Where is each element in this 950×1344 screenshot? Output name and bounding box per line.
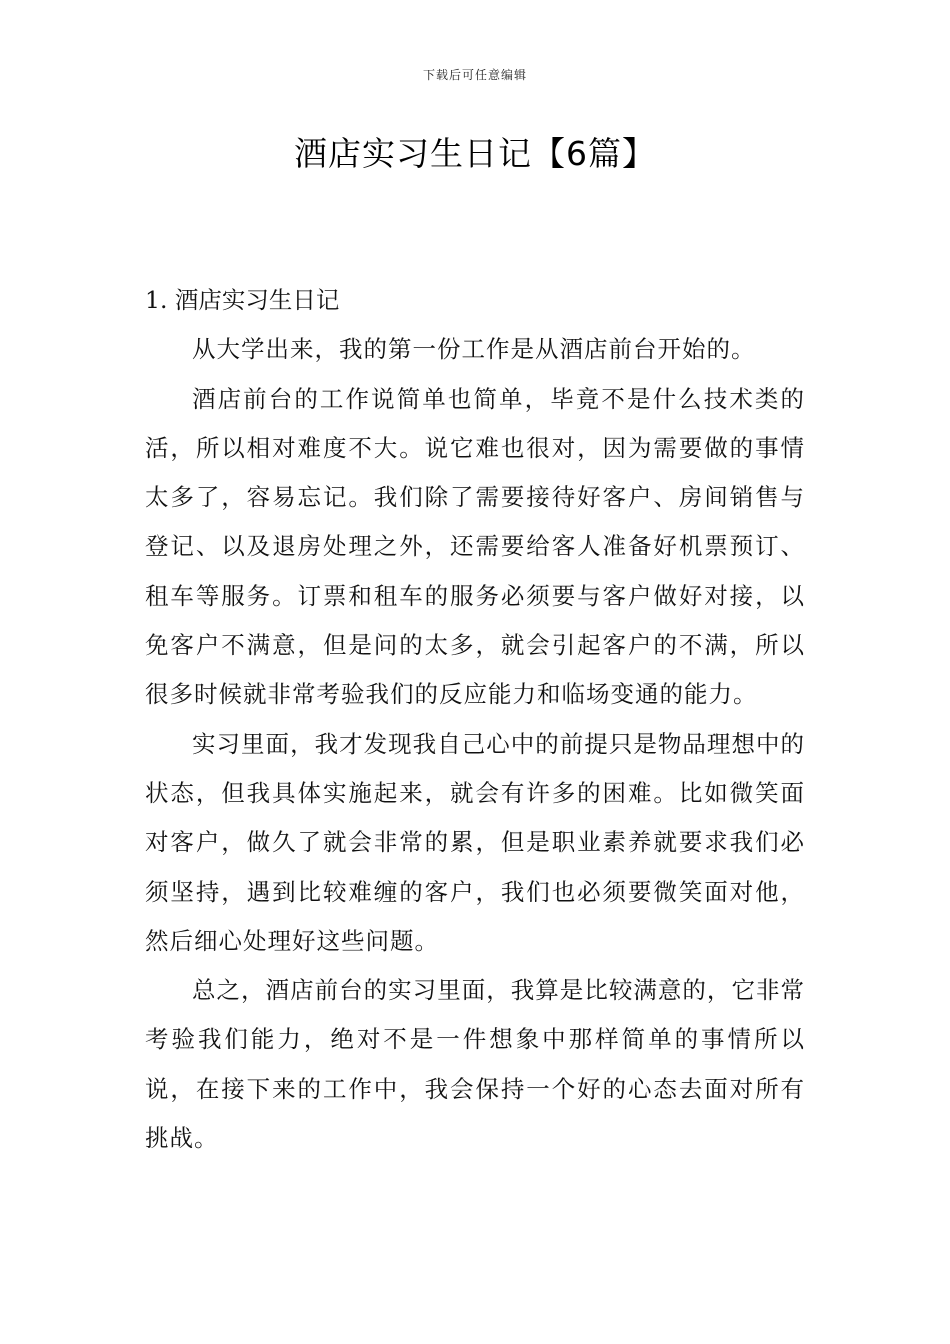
- paragraph-4: 总之，酒店前台的实习里面，我算是比较满意的，它非常考验我们能力，绝对不是一件想象中那样简单的事情所以说，在接下来的工作中，我会保持一个好的心态去面对所有挑战。: [145, 976, 805, 1153]
- section-heading: 1. 酒店实习生日记: [145, 286, 340, 314]
- document-title: 酒店实习生日记【6篇】: [294, 134, 656, 173]
- paragraph-3: 实习里面，我才发现我自己心中的前提只是物品理想中的状态，但我具体实施起来，就会有许多的困难。比如微笑面对客户，做久了就会非常的累，但是职业素养就要求我们必须坚持，遇到比较难缠的客户，我们也必须要微笑面对他，然后细心处理好这些问题。: [145, 729, 805, 955]
- header-note: 下载后可任意编辑: [422, 68, 527, 82]
- paragraph-2: 酒店前台的工作说简单也简单，毕竟不是什么技术类的活，所以相对难度不大。说它难也很对，因为需要做的事情太多了，容易忘记。我们除了需要接待好客户、房间销售与登记、以及退房处理之外，还需要给客人准备好机票预订、租车等服务。订票和租车的服务必须要与客户做好对接，以免客户不满意，但是问的太多，就会引起客户的不满，所以很多时候就非常考验我们的反应能力和临场变通的能力。: [145, 384, 805, 709]
- document-body: [145, 276, 805, 1163]
- paragraph-1: 从大学出来，我的第一份工作是从酒店前台开始的。: [192, 335, 756, 364]
